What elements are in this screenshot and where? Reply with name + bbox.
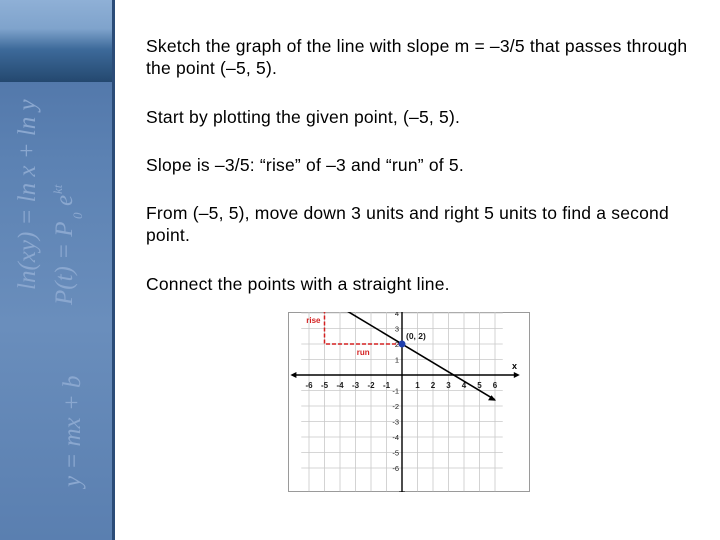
sidebar-panel xyxy=(0,0,115,540)
formula-growth-exp: kt xyxy=(50,184,65,194)
y-tick-label: -2 xyxy=(392,402,399,411)
formula-growth-base: e xyxy=(51,194,78,206)
step-slope: Slope is –3/5: “rise” of –3 and “run” of 5. xyxy=(146,155,464,175)
y-tick-label: -6 xyxy=(392,464,399,473)
coordinate-graph xyxy=(288,312,530,492)
x-tick-label: 4 xyxy=(461,381,467,390)
x-tick-label: 1 xyxy=(415,381,420,390)
y-tick-label: -1 xyxy=(392,386,399,396)
y-tick-label: -5 xyxy=(392,448,399,458)
y-tick-label: 3 xyxy=(394,324,399,334)
step-plot-point: Start by plotting the given point, (–5, 5). xyxy=(146,107,461,127)
y-tick-label: 2 xyxy=(394,340,399,349)
y-axis-arrow-down xyxy=(399,491,405,492)
x-tick-label: 5 xyxy=(477,381,482,390)
point-second xyxy=(399,341,406,348)
x-tick-label: 3 xyxy=(446,381,451,390)
x-tick-label: -1 xyxy=(382,381,391,390)
formula-growth: P(t) = P xyxy=(51,221,78,305)
step-connect: Connect the points with a straight line. xyxy=(146,274,450,294)
formula-growth-sub: 0 xyxy=(70,212,85,219)
sidebar-edge xyxy=(112,0,115,540)
x-tick-label: -6 xyxy=(305,381,313,390)
y-tick-label: -3 xyxy=(392,417,399,427)
point-second-label: (0, 2) xyxy=(406,331,426,341)
x-tick-label: -4 xyxy=(336,381,344,390)
y-tick-label: 1 xyxy=(394,355,399,365)
formula-log: ln(xy) = ln x + ln y xyxy=(14,99,41,290)
run-label: run xyxy=(356,348,370,357)
formula-watermark xyxy=(0,0,115,540)
problem-statement: Sketch the graph of the line with slope m = –3/5 that passes through the point (–5, 5). xyxy=(146,36,688,78)
x-tick-label: -2 xyxy=(367,381,375,390)
step-move: From (–5, 5), move down 3 units and right 5 units to find a second point. xyxy=(146,203,669,245)
x-tick-label: 6 xyxy=(492,381,498,390)
x-tick-label: -5 xyxy=(320,381,329,390)
rise-label: rise xyxy=(306,316,321,326)
x-axis-label: x xyxy=(512,361,518,371)
x-tick-label: 2 xyxy=(430,381,436,390)
y-tick-label: 4 xyxy=(394,312,399,318)
x-tick-label: -3 xyxy=(351,381,360,390)
formula-linear: y = mx + b xyxy=(59,375,86,487)
y-tick-label: -4 xyxy=(392,433,399,442)
